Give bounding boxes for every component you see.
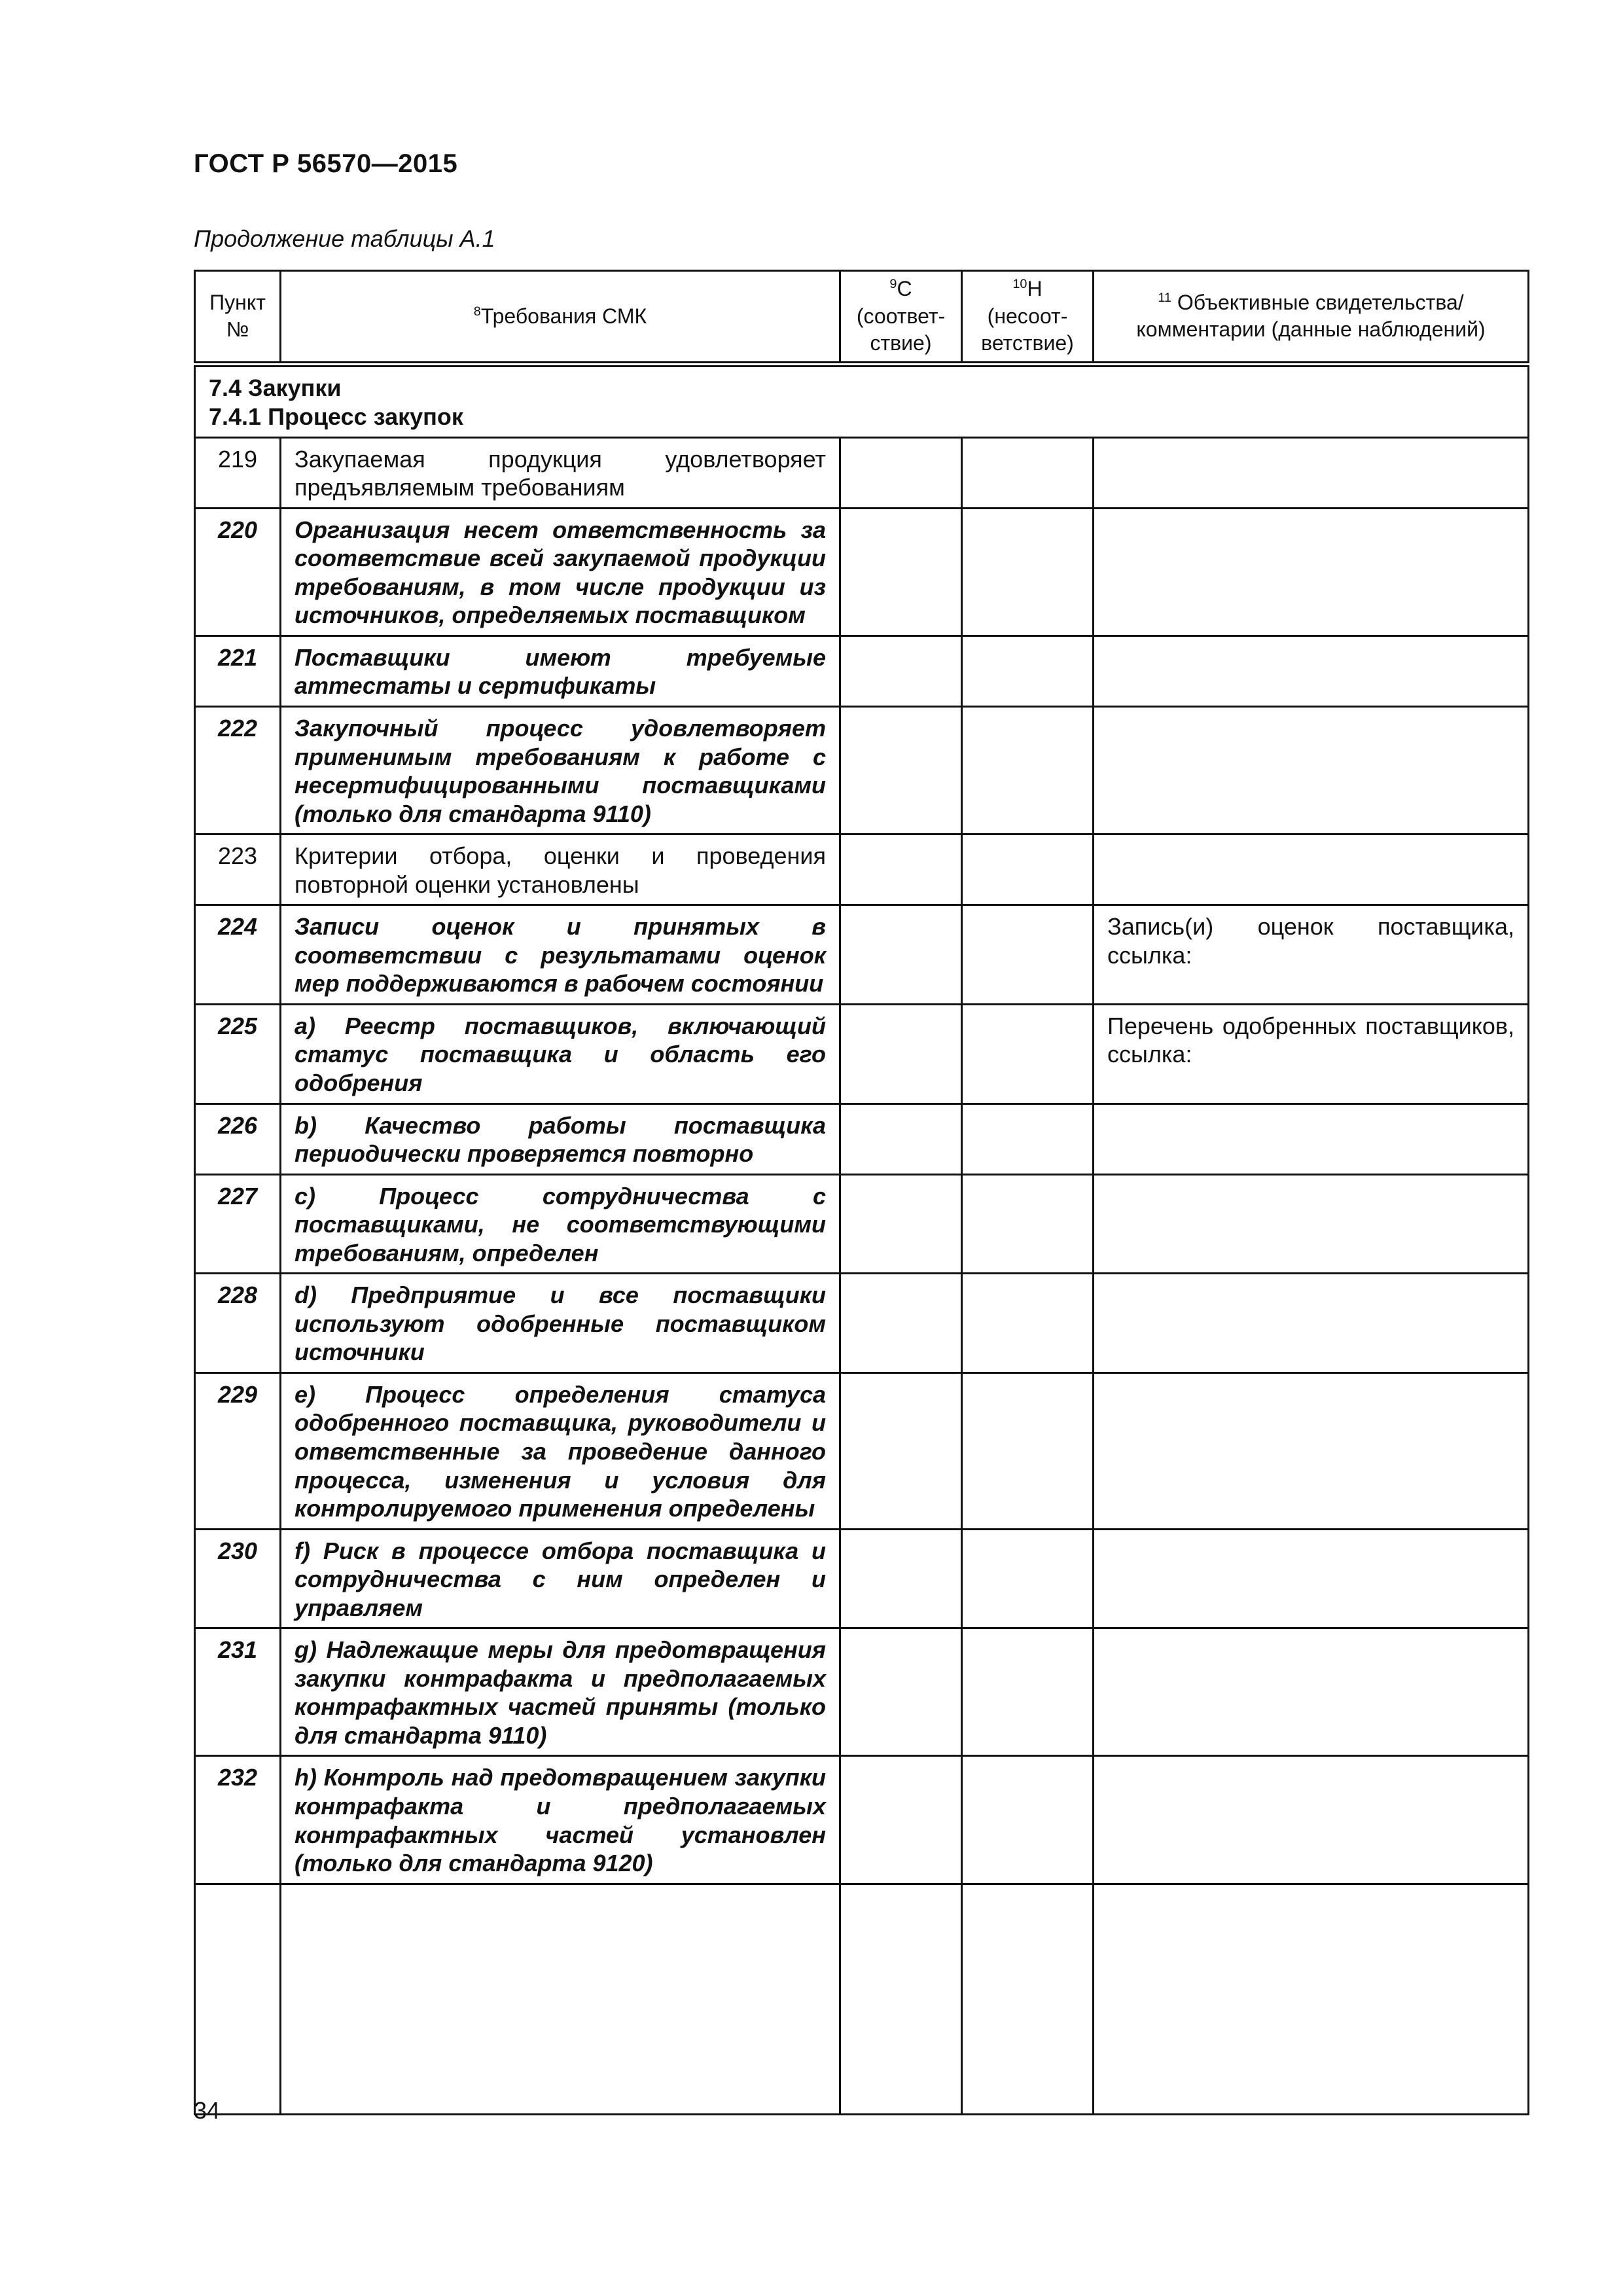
table-row	[195, 1529, 1529, 1628]
conformity-cell	[840, 1529, 962, 1628]
evidence-cell	[1094, 508, 1529, 636]
column-header-conformity: $^9$С (соответ- ствие)	[840, 271, 962, 365]
item-number: 225	[195, 1004, 281, 1103]
document-title: ГОСТ Р 56570—2015	[194, 149, 458, 178]
conformity-cell	[840, 1372, 962, 1529]
conformity-cell	[840, 1103, 962, 1174]
table-header	[195, 271, 1529, 365]
section-title: 7.4 Закупки	[209, 374, 342, 401]
evidence-cell	[1094, 1274, 1529, 1373]
requirement-text: c) Процесс сотрудничества с поставщиками, не соответствующими требованиям, определен	[281, 1174, 840, 1274]
table-caption: Продолжение таблицы А.1	[194, 225, 495, 252]
nonconformity-cell	[962, 905, 1094, 1005]
empty-cell	[840, 1884, 962, 2114]
nonconformity-cell	[962, 1529, 1094, 1628]
evidence-cell	[1094, 636, 1529, 706]
item-number: 229	[195, 1372, 281, 1529]
requirement-text: e) Процесс определения статуса одобренного поставщика, руководители и ответственные за проведение данного процесса, изменения и условия для контролируемого применения определены	[281, 1372, 840, 1529]
item-number: 228	[195, 1274, 281, 1373]
nonconformity-cell	[962, 706, 1094, 834]
empty-table-row	[195, 1884, 1529, 2114]
table-row	[195, 1372, 1529, 1529]
nonconformity-cell	[962, 1004, 1094, 1103]
evidence-cell: Перечень одобренных поставщиков, ссылка:	[1094, 1004, 1529, 1103]
requirement-text: h) Контроль над предотвращением закупки контрафакта и предполагаемых контрафактных частей установлен (только для стандарта 9120)	[281, 1756, 840, 1884]
nonconformity-cell	[962, 508, 1094, 636]
nonconformity-cell	[962, 1274, 1094, 1373]
item-number: 221	[195, 636, 281, 706]
requirement-text: Поставщики имеют требуемые аттестаты и сертификаты	[281, 636, 840, 706]
conformity-cell	[840, 1756, 962, 1884]
table-row	[195, 1004, 1529, 1103]
conformity-cell	[840, 834, 962, 905]
evidence-cell	[1094, 1103, 1529, 1174]
empty-cell	[962, 1884, 1094, 2114]
evidence-cell	[1094, 834, 1529, 905]
nonconformity-cell	[962, 1372, 1094, 1529]
conformity-cell	[840, 706, 962, 834]
requirement-text: d) Предприятие и все поставщики используют одобренные поставщиком источники	[281, 1274, 840, 1373]
section-heading	[195, 364, 1529, 437]
requirement-text: f) Риск в процессе отбора поставщика и сотрудничества с ним определен и управляем	[281, 1529, 840, 1628]
evidence-cell	[1094, 706, 1529, 834]
nonconformity-cell	[962, 1628, 1094, 1756]
column-header-requirements: $^8$Требования СМК	[281, 271, 840, 365]
requirement-text: Записи оценок и принятых в соответствии с результатами оценок мер поддерживаются в рабочем состоянии	[281, 905, 840, 1005]
item-number: 223	[195, 834, 281, 905]
table-row	[195, 508, 1529, 636]
requirement-text: Критерии отбора, оценки и проведения повторной оценки установлены	[281, 834, 840, 905]
item-number: 222	[195, 706, 281, 834]
empty-cell	[1094, 1884, 1529, 2114]
table-row	[195, 437, 1529, 508]
item-number: 232	[195, 1756, 281, 1884]
requirement-text: Организация несет ответственность за соответствие всей закупаемой продукции требованиям, в том числе продукции из источников, определяемых поставщиком	[281, 508, 840, 636]
empty-cell	[195, 1884, 281, 2114]
requirement-text: Закупаемая продукция удовлетворяет предъявляемым требованиям	[281, 437, 840, 508]
requirement-text: Закупочный процесс удовлетворяет применимым требованиям к работе с несертифицированными поставщиками (только для стандарта 9110)	[281, 706, 840, 834]
empty-cell	[281, 1884, 840, 2114]
nonconformity-cell	[962, 437, 1094, 508]
conformity-cell	[840, 1174, 962, 1274]
table-row	[195, 706, 1529, 834]
section-row	[195, 364, 1529, 437]
table-row	[195, 905, 1529, 1005]
nonconformity-cell	[962, 1103, 1094, 1174]
table-row	[195, 1628, 1529, 1756]
section-subtitle: 7.4.1 Процесс закупок	[209, 403, 463, 430]
page-number: 34	[194, 2097, 221, 2124]
conformity-cell	[840, 1628, 962, 1756]
evidence-cell	[1094, 1372, 1529, 1529]
column-header-nonconformity: $^{10}$Н (несоот- ветствие)	[962, 271, 1094, 365]
requirements-table	[194, 270, 1529, 2115]
requirement-text: a) Реестр поставщиков, включающий статус поставщика и область его одобрения	[281, 1004, 840, 1103]
evidence-cell	[1094, 437, 1529, 508]
table-row	[195, 636, 1529, 706]
conformity-cell	[840, 1004, 962, 1103]
nonconformity-cell	[962, 1174, 1094, 1274]
table-row	[195, 1174, 1529, 1274]
nonconformity-cell	[962, 636, 1094, 706]
conformity-cell	[840, 437, 962, 508]
evidence-cell	[1094, 1756, 1529, 1884]
conformity-cell	[840, 905, 962, 1005]
table-row	[195, 834, 1529, 905]
requirement-text: g) Надлежащие меры для предотвращения закупки контрафакта и предполагаемых контрафактных частей приняты (только для стандарта 9110)	[281, 1628, 840, 1756]
evidence-cell: Запись(и) оценок поставщика, ссылка:	[1094, 905, 1529, 1005]
table-row	[195, 1756, 1529, 1884]
conformity-cell	[840, 508, 962, 636]
table-row	[195, 1274, 1529, 1373]
nonconformity-cell	[962, 1756, 1094, 1884]
conformity-cell	[840, 636, 962, 706]
requirement-text: b) Качество работы поставщика периодически проверяется повторно	[281, 1103, 840, 1174]
evidence-cell	[1094, 1174, 1529, 1274]
item-number: 226	[195, 1103, 281, 1174]
item-number: 227	[195, 1174, 281, 1274]
item-number: 224	[195, 905, 281, 1005]
nonconformity-cell	[962, 834, 1094, 905]
item-number: 219	[195, 437, 281, 508]
conformity-cell	[840, 1274, 962, 1373]
column-header-item: Пункт №	[195, 271, 281, 365]
item-number: 230	[195, 1529, 281, 1628]
evidence-cell	[1094, 1529, 1529, 1628]
column-header-evidence: $^{11}$ Объективные свидетельства/ комментарии (данные наблюдений)	[1094, 271, 1529, 365]
evidence-cell	[1094, 1628, 1529, 1756]
item-number: 220	[195, 508, 281, 636]
table-row	[195, 1103, 1529, 1174]
item-number: 231	[195, 1628, 281, 1756]
